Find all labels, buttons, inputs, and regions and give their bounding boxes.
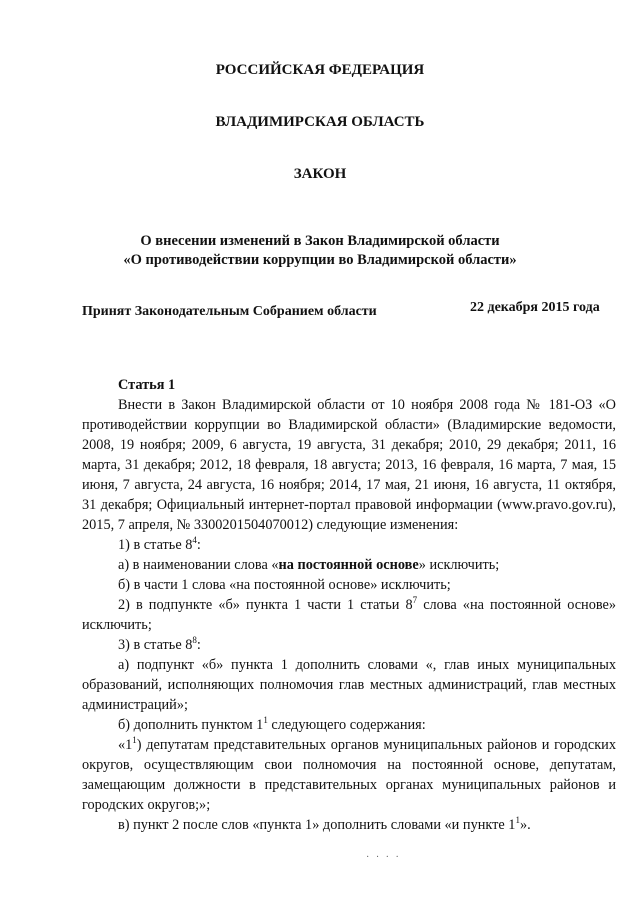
adopted-by: Принят Законодательным Собранием области (82, 304, 377, 319)
law-title-line-1: О внесении изменений в Закон Владимирской области (140, 233, 500, 249)
item-3: 3) в статье $8^8$: (118, 635, 201, 653)
item-3c: в) пункт 2 после слов «пункта 1» дополнить словами «и пункте $1^1$». (118, 815, 531, 833)
article-body (82, 375, 616, 835)
item-1a: а) в наименовании слова «на постоянной основе» исключить; (118, 557, 500, 573)
item-3a: а) подпункт «б» пункта 1 дополнить словами «, глав иных муниципальных образований, исполняющих полномочия глав местных администраций, глав местных администраций»; (82, 657, 616, 713)
item-1: 1) в статье $8^4$: (118, 535, 201, 553)
item-2: 2) в подпункте «б» пункта 1 части 1 статьи $8^7$ слова «на постоянной основе» исключить; (82, 595, 617, 633)
country-heading: РОССИЙСКАЯ ФЕДЕРАЦИЯ (215, 62, 425, 78)
item-3b: б) дополнить пунктом $1^1$ следующего содержания: (118, 715, 426, 733)
adoption-date: 22 декабря 2015 года (470, 300, 600, 315)
region-heading: ВЛАДИМИРСКАЯ ОБЛАСТЬ (215, 114, 425, 130)
doc-type-heading: ЗАКОН (293, 166, 347, 182)
scan-mark: · · · · (366, 852, 401, 863)
law-title-line-2: «О противодействии коррупции во Владимирской области» (123, 252, 517, 268)
law-title (0, 232, 640, 270)
article-intro: Внести в Закон Владимирской области от 10 ноября 2008 года № 181-ОЗ «О противодействии коррупции во Владимирской области» (Владимирские ведомости, 2008, 19 ноября; 2009, 6 августа, 19 августа, 31 декабря; 2010, 29 декабря; 2011, 16 марта, 31 декабря; 2012, 18 февраля, 18 августа; 2013, 16 февраля, 16 марта, 7 мая, 15 июня, 7 августа, 24 августа, 16 ноября; 2014, 17 мая, 21 июня, 16 августа, 11 октября, 31 декабря; Официальный интернет-портал правовой информации (www.pravo.gov.ru), 2015, 7 апреля, № 3300201504070012) следующие изменения: (82, 397, 616, 533)
article-heading: Статья 1 (118, 377, 176, 393)
item-1b: б) в части 1 слова «на постоянной основе» исключить; (118, 577, 451, 593)
item-3b-quote: «$1^1$) депутатам представительных органов муниципальных районов и городских округов, осуществляющим свои полномочия на постоянной основе, депутатам, замещающим должности в представительных органах муниципальных районов и городских округов;»; (82, 735, 616, 813)
